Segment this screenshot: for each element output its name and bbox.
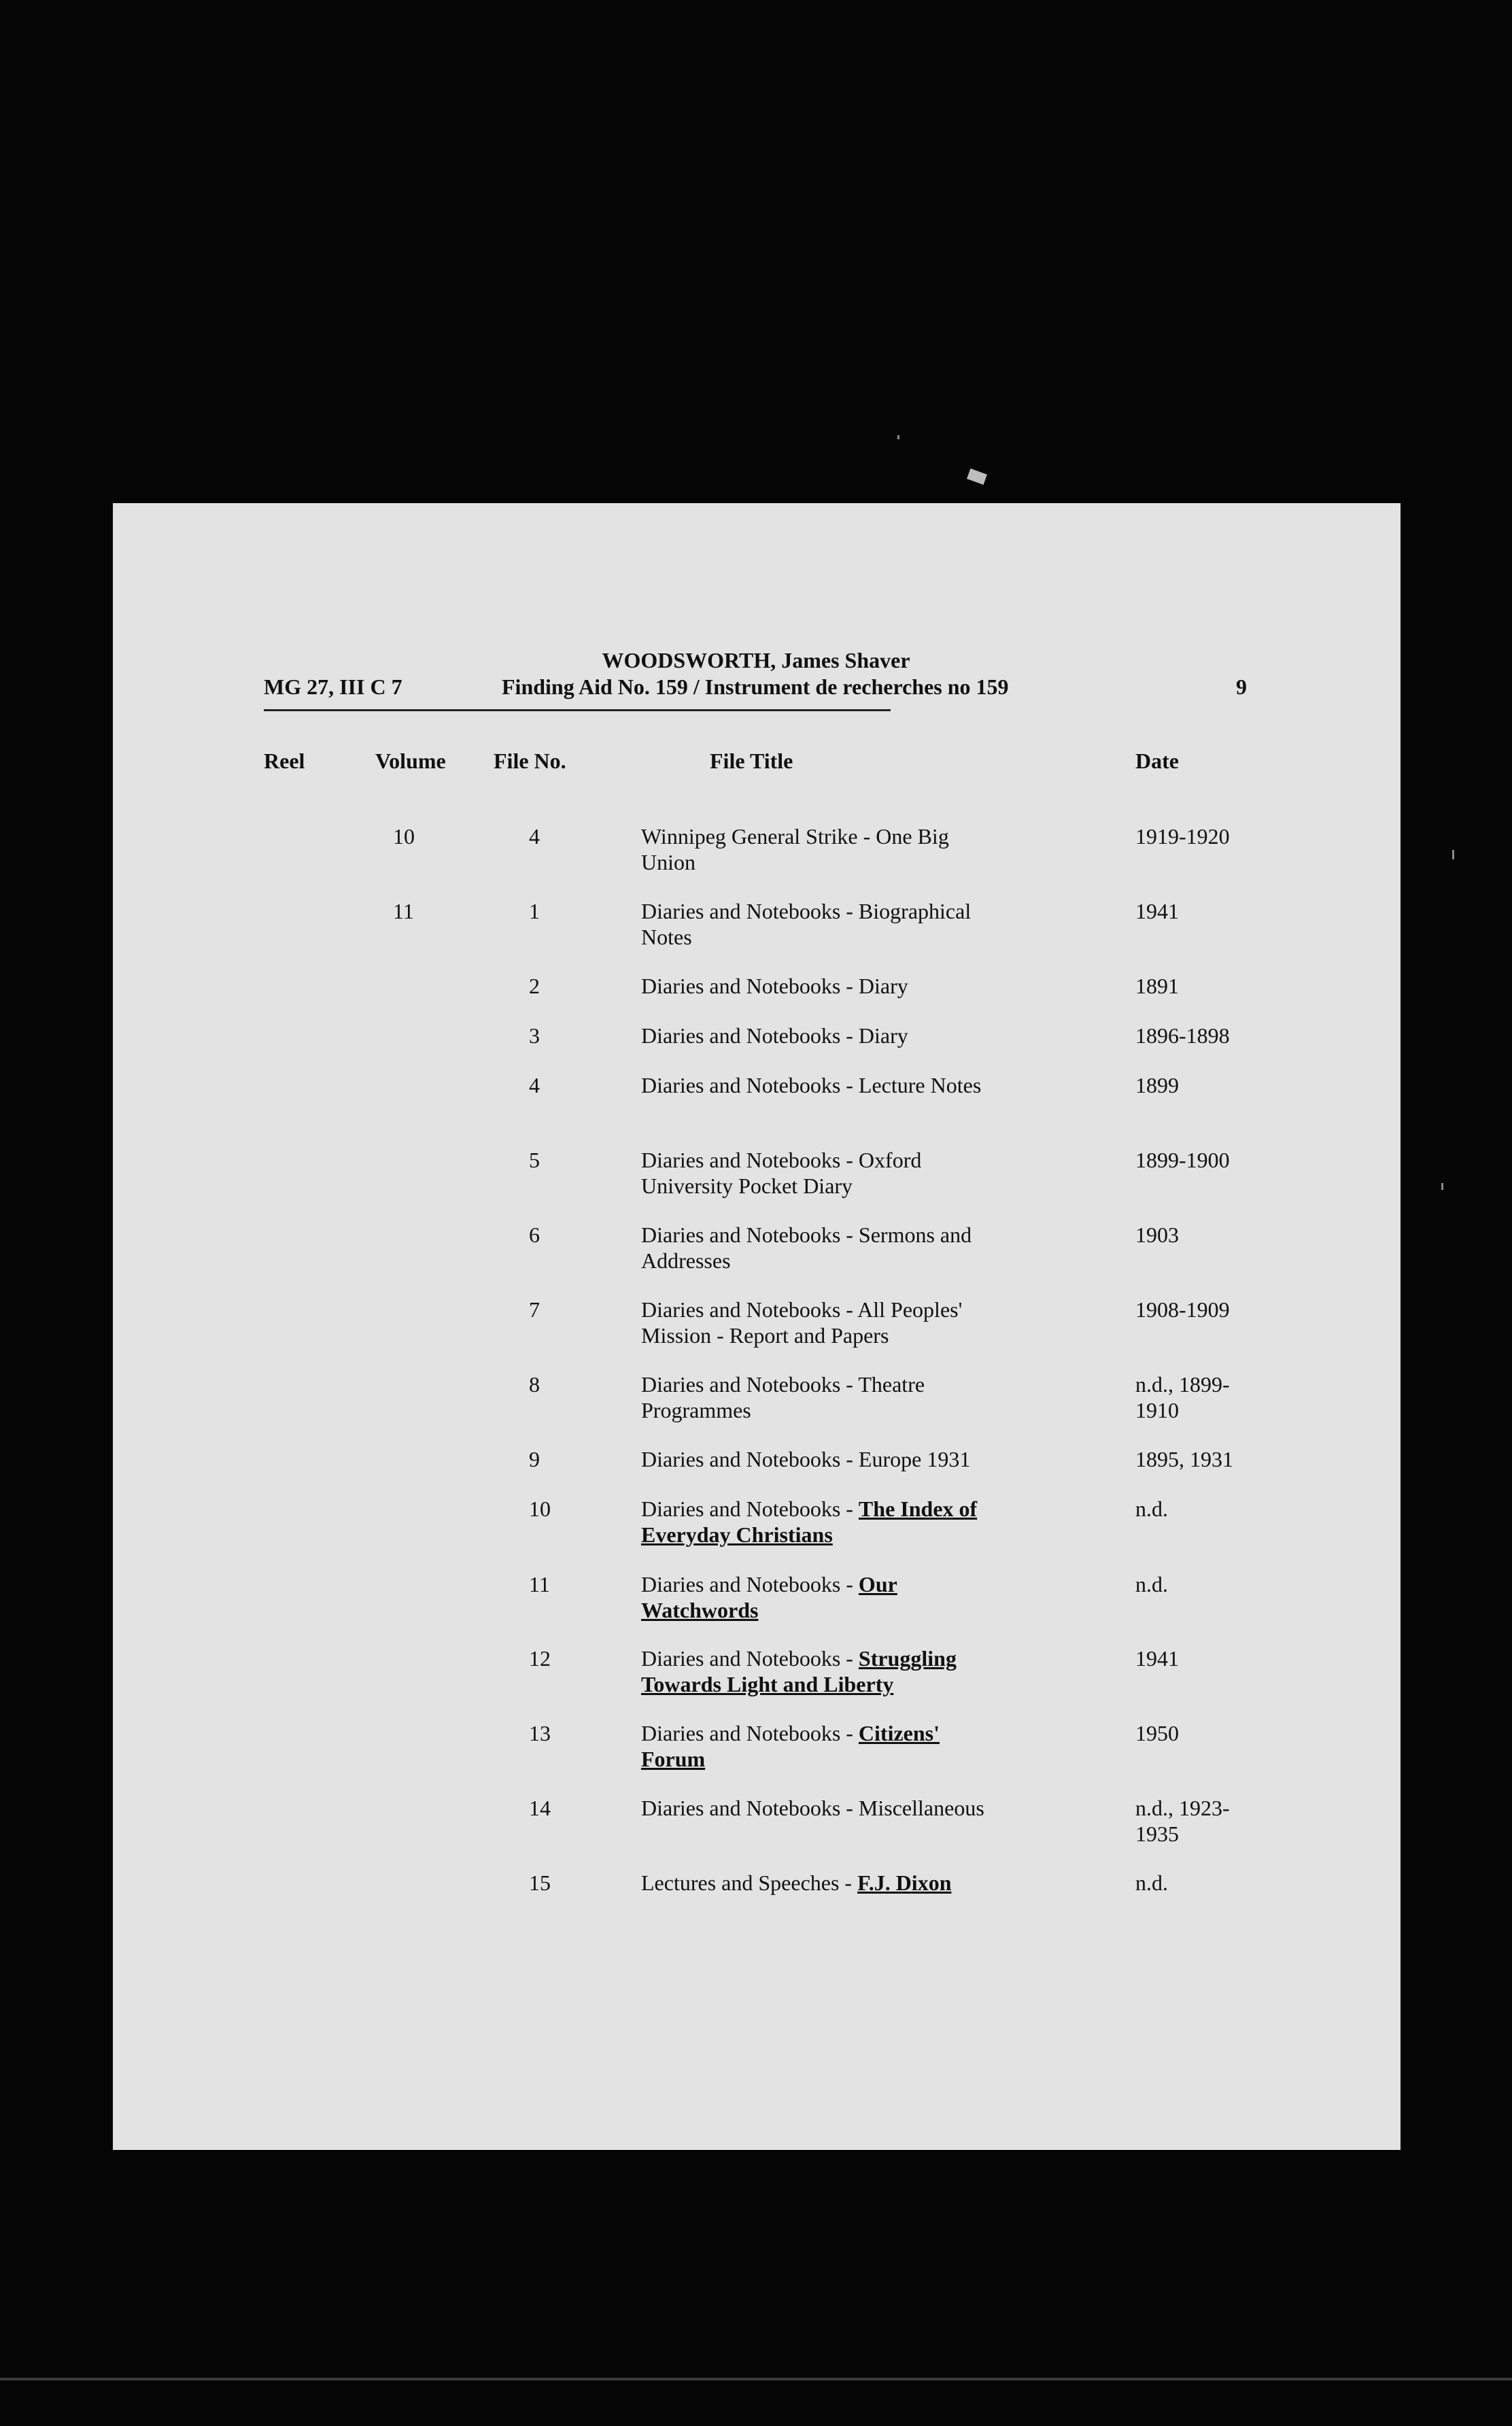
file-title-cell: [641, 898, 995, 950]
reference-code: MG 27, III C 7: [264, 674, 402, 699]
file-title-cell: [641, 973, 995, 999]
column-header-file-title: File Title: [710, 749, 793, 773]
file-no-cell: 4: [529, 1073, 540, 1097]
date-cell: 1899-1900: [1135, 1148, 1230, 1172]
file-no-cell: 3: [529, 1023, 540, 1048]
file-no-cell: 11: [529, 1572, 550, 1596]
date-cell: 1950: [1135, 1721, 1179, 1745]
file-title-cell: [641, 1720, 995, 1772]
file-no-cell: 5: [529, 1148, 540, 1172]
file-title-underlined: F.J. Dixon: [857, 1870, 952, 1895]
column-header-file-no: File No.: [494, 749, 566, 773]
file-title-text: Diaries and Notebooks -: [641, 1646, 859, 1671]
date-cell: 1903: [1135, 1223, 1179, 1247]
file-title-cell: [641, 1795, 995, 1821]
file-title-text: Diaries and Notebooks - Sermons and Addresses: [641, 1223, 972, 1273]
file-no-cell: 6: [529, 1223, 540, 1247]
date-cell: 1941: [1135, 899, 1179, 923]
date-cell: 1919-1920: [1135, 824, 1230, 849]
file-no-cell: 14: [529, 1796, 551, 1820]
date-cell: 1896-1898: [1135, 1023, 1230, 1048]
file-title-cell: [641, 1870, 995, 1896]
scan-edge-line: [0, 2378, 1512, 2380]
file-no-cell: 13: [529, 1721, 551, 1745]
finding-aid-label: Finding Aid No. 159 / Instrument de recherches no 159: [502, 674, 1009, 699]
date-cell: n.d.: [1135, 1497, 1168, 1521]
file-title-text: Diaries and Notebooks - Lecture Notes: [641, 1073, 982, 1097]
column-header-reel: Reel: [264, 749, 305, 773]
file-title-underlined: Struggling Towards Light and Liberty: [641, 1646, 957, 1696]
file-no-cell: 8: [529, 1372, 540, 1397]
scan-speck: [1441, 1183, 1443, 1190]
file-title-cell: [641, 1072, 995, 1098]
file-title-text: Diaries and Notebooks - Diary: [641, 1023, 908, 1048]
volume-cell: 11: [393, 899, 414, 923]
file-title-cell: [641, 1496, 995, 1548]
file-title-cell: [641, 1571, 995, 1623]
date-cell: 1895, 1931: [1135, 1447, 1233, 1471]
file-no-cell: 4: [529, 824, 540, 849]
column-header-volume: Volume: [375, 749, 446, 773]
file-title-text: Diaries and Notebooks - Diary: [641, 974, 908, 998]
file-no-cell: 15: [529, 1870, 551, 1895]
file-no-cell: 10: [529, 1497, 551, 1521]
date-cell: 1899: [1135, 1073, 1179, 1097]
file-no-cell: 12: [529, 1646, 551, 1671]
file-title-cell: [641, 823, 995, 875]
file-title-text: Diaries and Notebooks - Oxford University Pocket Diary: [641, 1148, 922, 1198]
file-title-underlined: Our Watchwords: [641, 1572, 897, 1622]
file-title-text: Lectures and Speeches -: [641, 1870, 858, 1895]
file-no-cell: 7: [529, 1297, 540, 1322]
file-no-cell: 1: [529, 899, 540, 923]
file-title-cell: [641, 1297, 995, 1348]
file-title-cell: [641, 1446, 995, 1472]
column-header-date: Date: [1135, 749, 1179, 773]
file-title-text: Diaries and Notebooks -: [641, 1721, 859, 1745]
file-title-text: Winnipeg General Strike - One Big Union: [641, 824, 949, 874]
file-title-cell: [641, 1023, 995, 1048]
file-title-underlined: Citizens' Forum: [641, 1721, 940, 1771]
file-title-text: Diaries and Notebooks - All Peoples' Mission - Report and Papers: [641, 1297, 963, 1348]
date-cell: n.d., 1899-1910: [1135, 1372, 1230, 1422]
file-title-cell: [641, 1222, 995, 1274]
date-cell: 1908-1909: [1135, 1297, 1230, 1322]
file-title-cell: [641, 1645, 995, 1697]
file-title-cell: [641, 1147, 995, 1199]
header-rule: [264, 709, 891, 711]
date-cell: n.d., 1923-1935: [1135, 1796, 1230, 1846]
file-title-cell: [641, 1371, 995, 1423]
file-title-text: Diaries and Notebooks -: [641, 1572, 859, 1596]
page-number: 9: [1236, 674, 1247, 699]
file-no-cell: 9: [529, 1447, 540, 1471]
document-title: WOODSWORTH, James Shaver: [602, 648, 910, 672]
file-title-underlined: The Index of Everyday Christians: [641, 1497, 978, 1547]
scan-speck: [897, 435, 899, 439]
date-cell: n.d.: [1135, 1572, 1168, 1596]
date-cell: 1891: [1135, 974, 1179, 998]
date-cell: 1941: [1135, 1646, 1179, 1671]
file-title-text: Diaries and Notebooks - Europe 1931: [641, 1447, 971, 1471]
date-cell: n.d.: [1135, 1870, 1168, 1895]
file-title-text: Diaries and Notebooks - Theatre Programmes: [641, 1372, 925, 1422]
scan-mark: [967, 468, 987, 485]
file-title-text: Diaries and Notebooks - Miscellaneous: [641, 1796, 984, 1820]
file-title-text: Diaries and Notebooks -: [641, 1497, 859, 1521]
volume-cell: 10: [393, 824, 415, 849]
file-title-text: Diaries and Notebooks - Biographical Notes: [641, 899, 972, 949]
scan-speck: [1452, 850, 1454, 859]
file-no-cell: 2: [529, 974, 540, 998]
